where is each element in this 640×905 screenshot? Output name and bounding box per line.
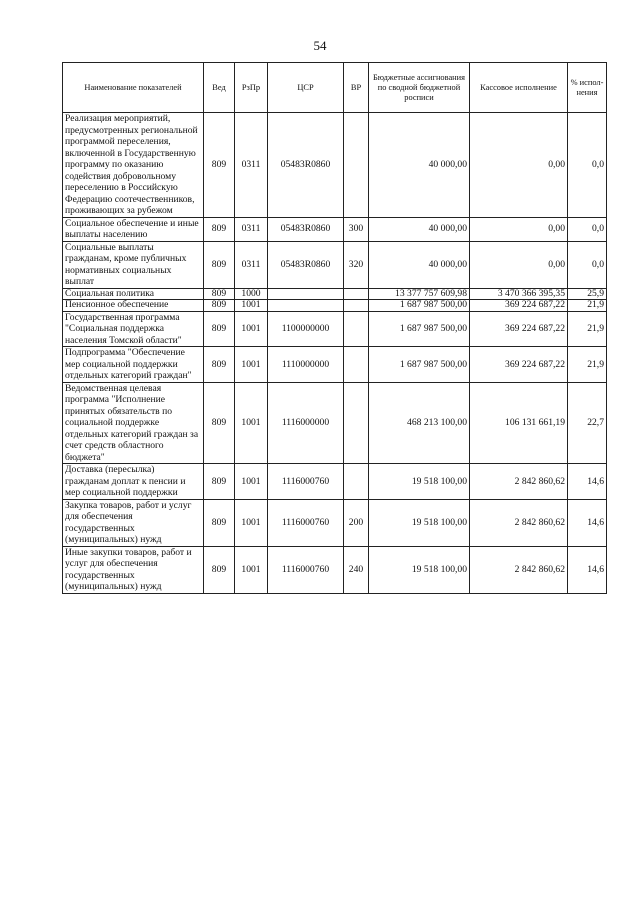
- table-row: [63, 464, 607, 500]
- row-rzpr: 0311: [235, 241, 268, 288]
- row-assigned: 40 000,00: [369, 217, 470, 241]
- row-ved: 809: [204, 217, 235, 241]
- row-percent: 14,6: [568, 499, 607, 546]
- row-assigned: 19 518 100,00: [369, 499, 470, 546]
- row-vr: 240: [344, 546, 369, 593]
- row-executed: 369 224 687,22: [470, 347, 568, 383]
- row-ved: 809: [204, 464, 235, 500]
- row-name: Социальные выплаты гражданам, кроме публичных нормативных социальных выплат: [63, 241, 204, 288]
- row-name: Социальная политика: [63, 288, 204, 300]
- header-ved: Вед: [204, 63, 235, 113]
- row-percent: 0,0: [568, 217, 607, 241]
- row-executed: 3 470 366 395,35: [470, 288, 568, 300]
- table-row: [63, 217, 607, 241]
- table-row: [63, 288, 607, 300]
- row-percent: 21,9: [568, 347, 607, 383]
- row-csr: 05483R0860: [268, 113, 344, 218]
- row-csr: 1116000760: [268, 499, 344, 546]
- row-percent: 0,0: [568, 241, 607, 288]
- row-rzpr: 1001: [235, 311, 268, 347]
- header-vr: ВР: [344, 63, 369, 113]
- header-assignments: Бюджетные ассигнования по сводной бюджетной росписи: [369, 63, 470, 113]
- row-csr: 05483R0860: [268, 217, 344, 241]
- row-name: Иные закупки товаров, работ и услуг для обеспечения государственных (муниципальных) нужд: [63, 546, 204, 593]
- row-executed: 106 131 661,19: [470, 382, 568, 464]
- row-percent: 21,9: [568, 311, 607, 347]
- row-name: Пенсионное обеспечение: [63, 300, 204, 312]
- row-name: Реализация мероприятий, предусмотренных региональной программой переселения, включенной в Государственную программу по оказанию содействия добровольному переселению в Российскую Федерацию соотечественников, проживающих за рубежом: [63, 113, 204, 218]
- row-percent: 21,9: [568, 300, 607, 312]
- row-percent: 22,7: [568, 382, 607, 464]
- row-ved: 809: [204, 241, 235, 288]
- row-name: Подпрограмма "Обеспечение мер социальной поддержки отдельных категорий граждан": [63, 347, 204, 383]
- row-rzpr: 1001: [235, 499, 268, 546]
- row-executed: 2 842 860,62: [470, 499, 568, 546]
- row-rzpr: 0311: [235, 217, 268, 241]
- header-percent: % испол-нения: [568, 63, 607, 113]
- table-row: [63, 382, 607, 464]
- row-assigned: 40 000,00: [369, 113, 470, 218]
- table-row: [63, 499, 607, 546]
- row-ved: 809: [204, 311, 235, 347]
- row-name: Доставка (пересылка) гражданам доплат к пенсии и мер социальной поддержки: [63, 464, 204, 500]
- row-executed: 369 224 687,22: [470, 300, 568, 312]
- row-rzpr: 1001: [235, 464, 268, 500]
- row-rzpr: 1001: [235, 347, 268, 383]
- row-name: Государственная программа "Социальная поддержка населения Томской области": [63, 311, 204, 347]
- row-vr: [344, 311, 369, 347]
- row-vr: [344, 347, 369, 383]
- row-executed: 0,00: [470, 113, 568, 218]
- row-csr: 1116000760: [268, 464, 344, 500]
- row-vr: [344, 382, 369, 464]
- table-row: [63, 300, 607, 312]
- row-name: Ведомственная целевая программа "Исполнение принятых обязательств по социальной поддержке отдельных категорий граждан за счет средств областного бюджета": [63, 382, 204, 464]
- row-assigned: 1 687 987 500,00: [369, 311, 470, 347]
- row-vr: 200: [344, 499, 369, 546]
- row-csr: 1116000000: [268, 382, 344, 464]
- row-assigned: 19 518 100,00: [369, 464, 470, 500]
- row-ved: 809: [204, 347, 235, 383]
- row-vr: [344, 300, 369, 312]
- row-assigned: 468 213 100,00: [369, 382, 470, 464]
- row-vr: [344, 464, 369, 500]
- row-assigned: 1 687 987 500,00: [369, 347, 470, 383]
- row-rzpr: 0311: [235, 113, 268, 218]
- row-ved: 809: [204, 382, 235, 464]
- row-executed: 369 224 687,22: [470, 311, 568, 347]
- table-row: [63, 241, 607, 288]
- row-csr: [268, 288, 344, 300]
- row-percent: 0,0: [568, 113, 607, 218]
- header-rzpr: РзПр: [235, 63, 268, 113]
- header-name: Наименование показателей: [63, 63, 204, 113]
- table-row: [63, 113, 607, 218]
- table-row: [63, 347, 607, 383]
- row-csr: [268, 300, 344, 312]
- table-header-row: [63, 63, 607, 113]
- row-assigned: 13 377 757 609,98: [369, 288, 470, 300]
- budget-execution-table: [62, 62, 607, 594]
- row-rzpr: 1001: [235, 300, 268, 312]
- row-csr: 1110000000: [268, 347, 344, 383]
- row-vr: [344, 288, 369, 300]
- row-rzpr: 1001: [235, 546, 268, 593]
- row-csr: 1100000000: [268, 311, 344, 347]
- row-vr: 320: [344, 241, 369, 288]
- row-percent: 14,6: [568, 546, 607, 593]
- row-vr: 300: [344, 217, 369, 241]
- row-ved: 809: [204, 113, 235, 218]
- header-csr: ЦСР: [268, 63, 344, 113]
- row-ved: 809: [204, 546, 235, 593]
- row-executed: 2 842 860,62: [470, 546, 568, 593]
- row-ved: 809: [204, 300, 235, 312]
- row-csr: 05483R0860: [268, 241, 344, 288]
- row-percent: 25,9: [568, 288, 607, 300]
- row-ved: 809: [204, 288, 235, 300]
- row-assigned: 1 687 987 500,00: [369, 300, 470, 312]
- row-rzpr: 1000: [235, 288, 268, 300]
- row-executed: 2 842 860,62: [470, 464, 568, 500]
- row-percent: 14,6: [568, 464, 607, 500]
- row-assigned: 19 518 100,00: [369, 546, 470, 593]
- table-row: [63, 311, 607, 347]
- row-csr: 1116000760: [268, 546, 344, 593]
- row-ved: 809: [204, 499, 235, 546]
- header-execution: Кассовое исполнение: [470, 63, 568, 113]
- table-row: [63, 546, 607, 593]
- row-executed: 0,00: [470, 241, 568, 288]
- row-assigned: 40 000,00: [369, 241, 470, 288]
- row-vr: [344, 113, 369, 218]
- row-executed: 0,00: [470, 217, 568, 241]
- page-number: 54: [313, 38, 327, 53]
- row-name: Закупка товаров, работ и услуг для обеспечения государственных (муниципальных) нужд: [63, 499, 204, 546]
- row-name: Социальное обеспечение и иные выплаты населению: [63, 217, 204, 241]
- row-rzpr: 1001: [235, 382, 268, 464]
